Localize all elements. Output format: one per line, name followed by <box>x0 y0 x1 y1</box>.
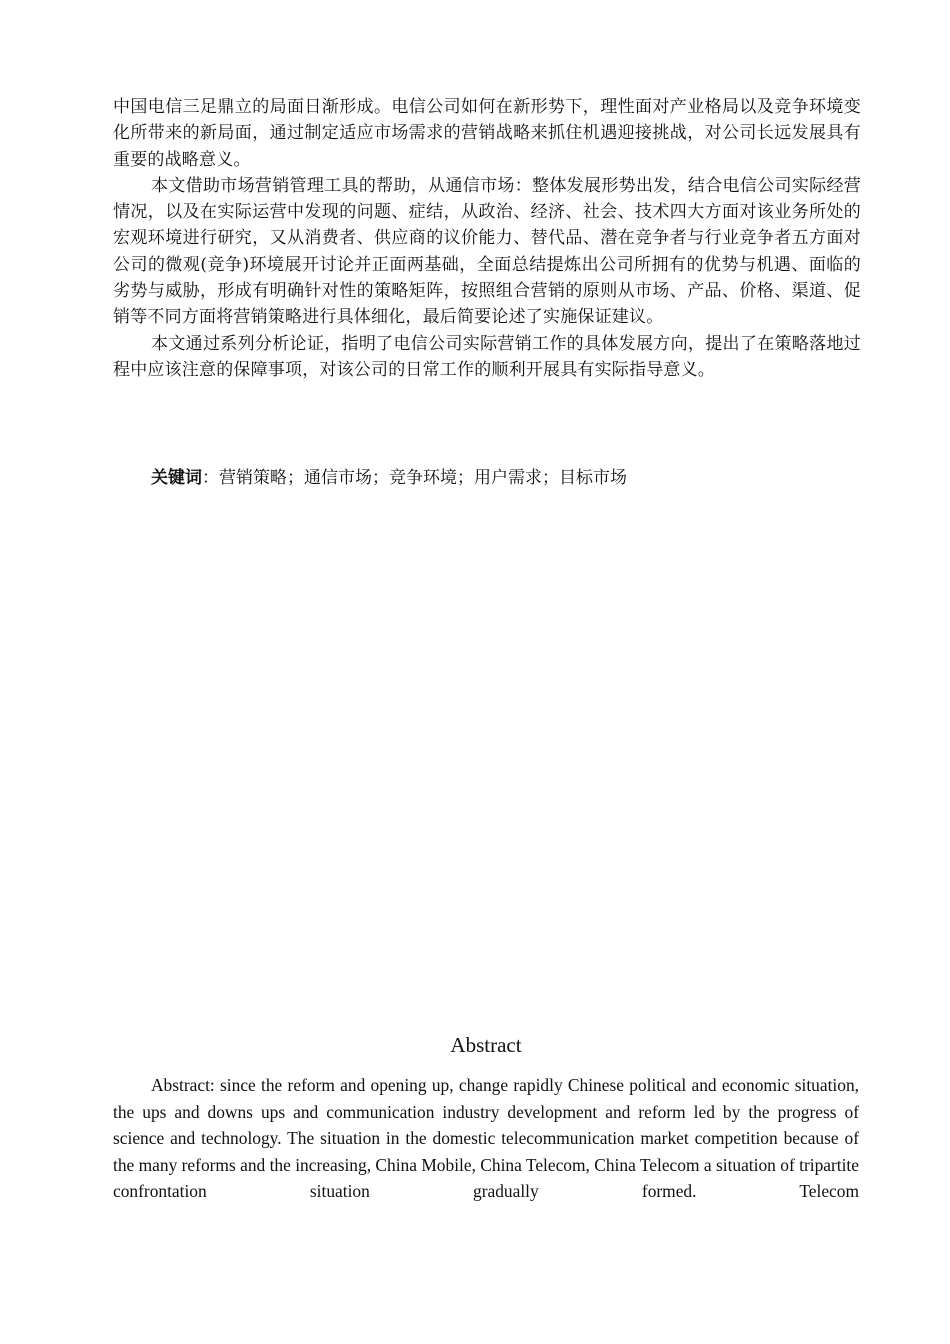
keywords-label: 关键词 <box>151 468 202 488</box>
keywords-text: 营销策略；通信市场；竞争环境；用户需求；目标市场 <box>219 468 627 488</box>
keywords-line <box>151 466 627 490</box>
english-paragraph-1: Abstract: since the reform and opening up, change rapidly Chinese political and economic situation, the ups and downs ups and communication industry development and reform led by the progress of science and technology. The situation in the domestic telecommunication market competition because of the many reforms and the increasing, China Mobile, China Telecom, China Telecom a situation of tripartite confrontation situation gradually formed. Telecom <box>113 1075 859 1201</box>
chinese-abstract-body <box>113 94 861 383</box>
english-abstract-body <box>113 1072 859 1205</box>
english-abstract-title: Abstract <box>450 1033 522 1057</box>
chinese-paragraph-3: 本文通过系列分析论证，指明了电信公司实际营销工作的具体发展方向，提出了在策略落地过程中应该注意的保障事项，对该公司的日常工作的顺利开展具有实际指导意义。 <box>113 333 861 380</box>
chinese-paragraph-1: 中国电信三足鼎立的局面日渐形成。电信公司如何在新形势下，理性面对产业格局以及竞争环境变化所带来的新局面，通过制定适应市场需求的营销战略来抓住机遇迎接挑战，对公司长远发展具有重要的战略意义。 <box>113 97 861 170</box>
keywords-separator: ： <box>202 468 219 488</box>
chinese-paragraph-2: 本文借助市场营销管理工具的帮助，从通信市场：整体发展形势出发，结合电信公司实际经营情况，以及在实际运营中发现的问题、症结，从政治、经济、社会、技术四大方面对该业务所处的宏观环境进行研究，又从消费者、供应商的议价能力、替代品、潜在竞争者与行业竞争者五方面对公司的微观(竞争)环境展开讨论并正面两基础，全面总结提炼出公司所拥有的优势与机遇、面临的劣势与威胁，形成有明确针对性的策略矩阵，按照组合营销的原则从市场、产品、价格、渠道、促销等不同方面将营销策略进行具体细化，最后简要论述了实施保证建议。 <box>113 175 861 328</box>
